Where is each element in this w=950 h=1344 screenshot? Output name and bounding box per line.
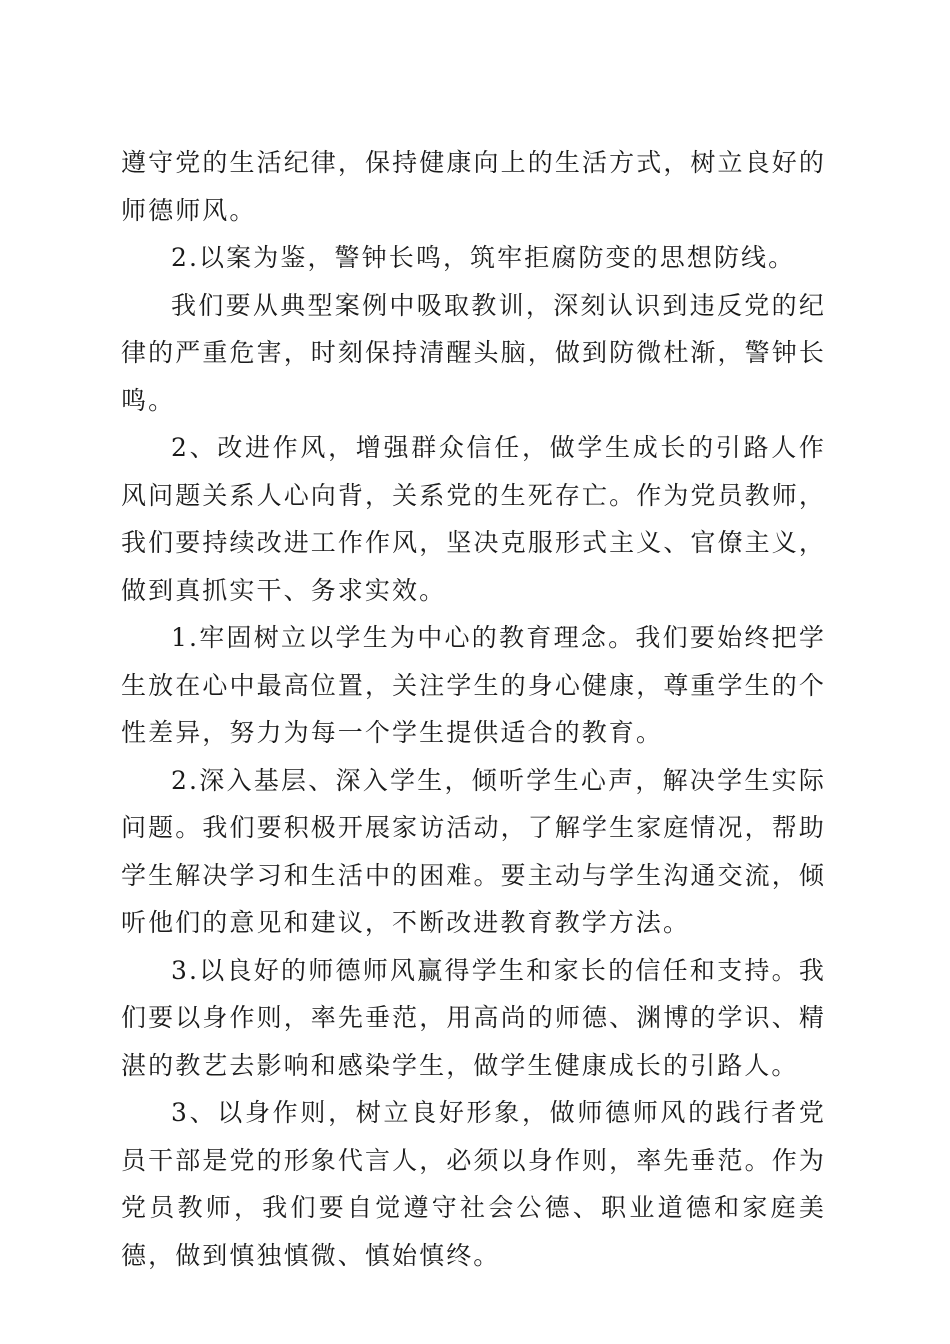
- paragraph-heading-2: 2.以案为鉴，警钟长鸣，筑牢拒腐防变的思想防线。: [171, 243, 796, 272]
- paragraph-section-3: 3、以身作则，树立良好形象，做师德师风的践行者党员干部是党的形象代言人，必须以身作则，率先垂范。作为党员教师，我们要自觉遵守社会公德、职业道德和家庭美德，做到慎独慎微、慎始慎终。: [121, 1098, 826, 1270]
- paragraph-lessons: 我们要从典型案例中吸取教训，深刻认识到违反党的纪律的严重危害，时刻保持清醒头脑，做到防微杜渐，警钟长鸣。: [121, 290, 826, 415]
- document-body: [121, 139, 826, 1279]
- paragraph-item-2: 2.深入基层、深入学生，倾听学生心声，解决学生实际问题。我们要积极开展家访活动，了解学生家庭情况，帮助学生解决学习和生活中的困难。要主动与学生沟通交流，倾听他们的意见和建议，不断改进教育教学方法。: [121, 765, 826, 937]
- paragraph-section-2: 2、改进作风，增强群众信任，做学生成长的引路人作风问题关系人心向背，关系党的生死存亡。作为党员教师，我们要持续改进工作作风，坚决克服形式主义、官僚主义，做到真抓实干、务求实效。: [121, 433, 826, 605]
- paragraph-continuation: 遵守党的生活纪律，保持健康向上的生活方式，树立良好的师德师风。: [121, 148, 826, 225]
- paragraph-item-3: 3.以良好的师德师风赢得学生和家长的信任和支持。我们要以身作则，率先垂范，用高尚的师德、渊博的学识、精湛的教艺去影响和感染学生，做学生健康成长的引路人。: [121, 955, 826, 1080]
- paragraph-item-1: 1.牢固树立以学生为中心的教育理念。我们要始终把学生放在心中最高位置，关注学生的身心健康，尊重学生的个性差异，努力为每一个学生提供适合的教育。: [121, 623, 826, 747]
